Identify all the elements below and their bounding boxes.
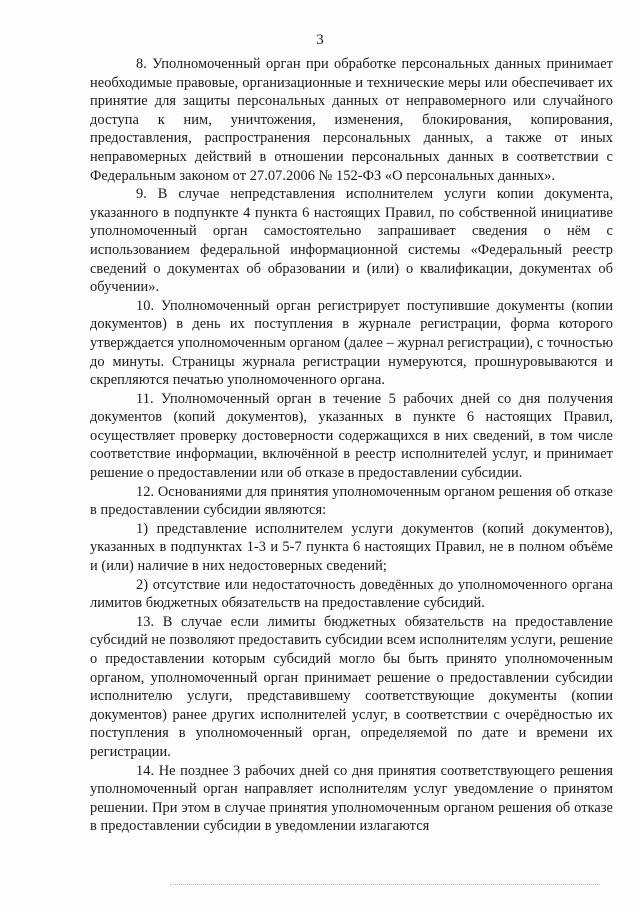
paragraph-9: 9. В случае непредставления исполнителем услуги копии документа, указанного в подпункте 4 пункта 6 настоящих Правил, по собственной инициативе уполномоченный орган самостоятельно запрашивает сведения о нём с использованием федеральной информационной системы «Федеральный реестр сведений о документах об образовании и (или) о квалификации, документах об обучении». <box>90 186 613 296</box>
paragraph-10: 10. Уполномоченный орган регистрирует поступившие документы (копии документов) в день их поступления в журнале регистрации, форма которого утверждается уполномоченным органом (далее – журнал регистрации), с точностью до минуты. Страницы журнала регистрации нумеруются, прошнуровываются и скрепляются печатью уполномоченного органа. <box>90 297 613 389</box>
document-body <box>90 55 613 836</box>
paragraph-13: 13. В случае если лимиты бюджетных обязательств на предоставление субсидий не позволяют предоставить субсидии всем исполнителям услуги, решение о предоставлении которым субсидий могло бы быть принято уполномоченным органом, уполномоченный орган принимает решение о предоставлении субсидии исполнителю услуги, представившему соответствующие документы (копии документов) ранее других исполнителей услуг, в соответствии с очерёдностью их поступления в уполномоченный орган, определяемой по дате и времени их регистрации. <box>90 613 613 760</box>
scan-edge-artifact <box>170 884 600 885</box>
paragraph-14: 14. Не позднее 3 рабочих дней со дня принятия соответствующего решения уполномоченный орган направляет исполнителям услуг уведомление о принятом решении. При этом в случае принятия уполномоченным органом решения об отказе в предоставлении субсидии в уведомлении излагаются <box>90 762 613 835</box>
paragraph-8: 8. Уполномоченный орган при обработке персональных данных принимает необходимые правовые, организационные и технические меры или обеспечивает их принятие для защиты персональных данных от неправомерного или случайного доступа к ним, уничтожения, изменения, блокирования, копирования, предоставления, распространения персональных данных, а также от иных неправомерных действий в отношении персональных данных в соответствии с Федеральным законом от 27.07.2006 № 152-ФЗ «О персональных данных». <box>90 56 613 184</box>
paragraph-12-item-1: 1) представление исполнителем услуги документов (копий документов), указанных в подпунктах 1-3 и 5-7 пункта 6 настоящих Правил, не в полном объёме и (или) наличие в них недостоверных сведений; <box>90 520 613 575</box>
paragraph-12-item-2: 2) отсутствие или недостаточность доведённых до уполномоченного органа лимитов бюджетных обязательств на предоставление субсидий. <box>90 576 613 612</box>
page-number: 3 <box>316 32 324 48</box>
paragraph-11: 11. Уполномоченный орган в течение 5 рабочих дней со дня получения документов (копий документов), указанных в пункте 6 настоящих Правил, осуществляет проверку достоверности содержащихся в них сведений, в том числе соответствие информации, включённой в реестр исполнителей услуг, и принимает решение о предоставлении или об отказе в предоставлении субсидии. <box>90 390 613 482</box>
paragraph-12: 12. Основаниями для принятия уполномоченным органом решения об отказе в предоставлении субсидии являются: <box>90 483 613 519</box>
